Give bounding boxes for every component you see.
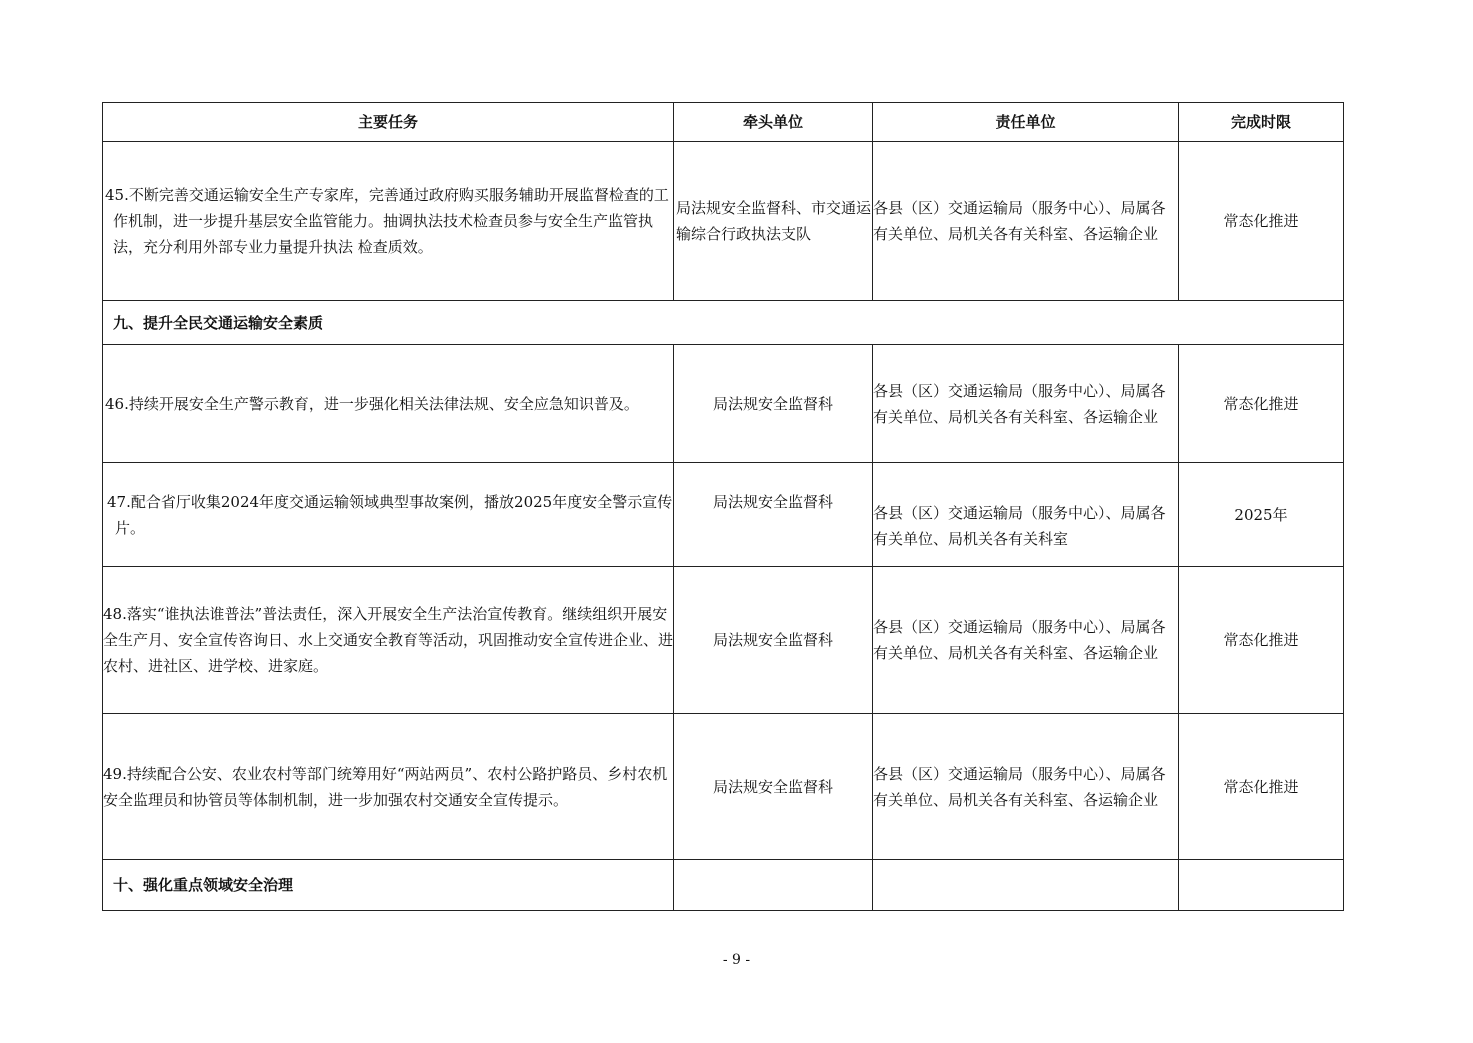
header-main-task: 主要任务 bbox=[103, 103, 674, 142]
table-row bbox=[103, 463, 1344, 567]
section-row bbox=[103, 860, 1344, 911]
task-table bbox=[102, 102, 1344, 911]
lead-unit-cell: 局法规安全监督科 bbox=[674, 714, 873, 860]
table-row bbox=[103, 142, 1344, 301]
section-row bbox=[103, 301, 1344, 345]
task-cell: 45.不断完善交通运输安全生产专家库，完善通过政府购买服务辅助开展监督检查的工作机制，进一步提升基层安全监管能力。抽调执法技术检查员参与安全生产监管执法，充分利用外部专业力量提升执法 检查质效。 bbox=[103, 142, 674, 301]
header-lead-unit: 牵头单位 bbox=[674, 103, 873, 142]
lead-unit-cell: 局法规安全监督科 bbox=[674, 463, 873, 567]
table-row bbox=[103, 714, 1344, 860]
header-deadline: 完成时限 bbox=[1179, 103, 1344, 142]
responsible-unit-cell: 各县（区）交通运输局（服务中心）、局属各有关单位、局机关各有关科室、各运输企业 bbox=[873, 142, 1179, 301]
task-cell: 47.配合省厅收集2024年度交通运输领域典型事故案例，播放2025年度安全警示宣传片。 bbox=[103, 463, 674, 567]
lead-unit-cell: 局法规安全监督科 bbox=[674, 567, 873, 714]
deadline-cell: 常态化推进 bbox=[1179, 567, 1344, 714]
header-responsible-unit: 责任单位 bbox=[873, 103, 1179, 142]
deadline-cell: 常态化推进 bbox=[1179, 345, 1344, 463]
table-header-row bbox=[103, 103, 1344, 142]
responsible-unit-cell: 各县（区）交通运输局（服务中心）、局属各有关单位、局机关各有关科室、各运输企业 bbox=[873, 345, 1179, 463]
lead-unit-cell: 局法规安全监督科 bbox=[674, 345, 873, 463]
table-row bbox=[103, 567, 1344, 714]
responsible-unit-cell: 各县（区）交通运输局（服务中心）、局属各有关单位、局机关各有关科室 bbox=[873, 463, 1179, 567]
section-title: 九、提升全民交通运输安全素质 bbox=[103, 301, 1344, 345]
table-row bbox=[103, 345, 1344, 463]
section-title: 十、强化重点领域安全治理 bbox=[103, 860, 674, 911]
deadline-cell: 2025年 bbox=[1179, 463, 1344, 567]
responsible-unit-cell: 各县（区）交通运输局（服务中心）、局属各有关单位、局机关各有关科室、各运输企业 bbox=[873, 567, 1179, 714]
deadline-cell: 常态化推进 bbox=[1179, 142, 1344, 301]
page-number: - 9 - bbox=[722, 952, 751, 968]
task-cell: 49.持续配合公安、农业农村等部门统筹用好“两站两员”、农村公路护路员、乡村农机安全监理员和协管员等体制机制，进一步加强农村交通安全宣传提示。 bbox=[103, 714, 674, 860]
task-cell: 48.落实“谁执法谁普法”普法责任，深入开展安全生产法治宣传教育。继续组织开展安全生产月、安全宣传咨询日、水上交通安全教育等活动，巩固推动安全宣传进企业、进农村、进社区、进学校、进家庭。 bbox=[103, 567, 674, 714]
task-cell: 46.持续开展安全生产警示教育，进一步强化相关法律法规、安全应急知识普及。 bbox=[103, 345, 674, 463]
deadline-cell: 常态化推进 bbox=[1179, 714, 1344, 860]
empty-cell bbox=[674, 860, 873, 911]
empty-cell bbox=[873, 860, 1179, 911]
responsible-unit-cell: 各县（区）交通运输局（服务中心）、局属各有关单位、局机关各有关科室、各运输企业 bbox=[873, 714, 1179, 860]
empty-cell bbox=[1179, 860, 1344, 911]
lead-unit-cell: 局法规安全监督科、市交通运输综合行政执法支队 bbox=[674, 142, 873, 301]
